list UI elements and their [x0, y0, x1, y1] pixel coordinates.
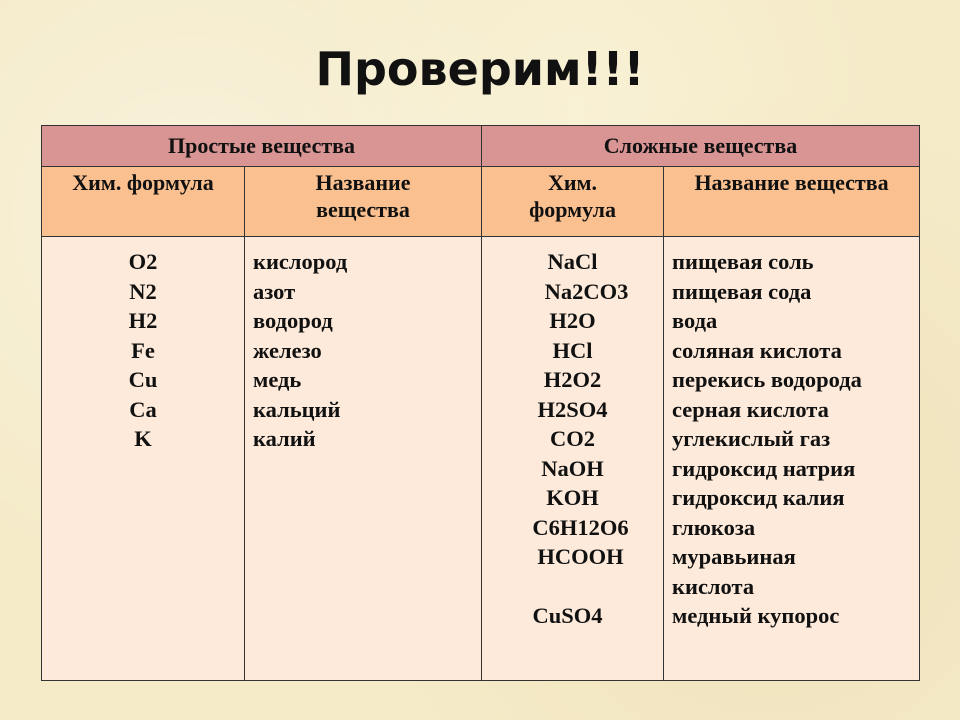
- formula-item: H2: [128, 308, 158, 333]
- page-title: Проверим!!!: [315, 42, 645, 96]
- name-item: медь: [253, 367, 302, 392]
- name-item: гидроксид натрия: [672, 455, 856, 481]
- formula-item: H2O: [549, 308, 596, 333]
- complex-names-cell: [664, 237, 920, 681]
- formula-item: H2SO4: [537, 396, 608, 422]
- formula-item: Na2CO3: [544, 278, 629, 304]
- formula-item: HCl: [552, 337, 593, 363]
- name-item: железо: [253, 337, 322, 363]
- name-item: серная кислота: [672, 396, 829, 422]
- formula-item: Ca: [129, 396, 157, 422]
- name-item: гидроксид калия: [672, 485, 845, 510]
- formula-item: Fe: [131, 337, 155, 363]
- header-simple-formula: Хим. формула: [42, 167, 245, 237]
- name-item: соляная кислота: [672, 337, 842, 363]
- formula-item: K: [134, 426, 152, 451]
- name-item: кислород: [253, 249, 348, 274]
- name-item: пищевая соль: [672, 249, 814, 274]
- name-item: азот: [253, 278, 296, 304]
- formula-item: HCOOH: [537, 544, 624, 569]
- formula-item: [482, 572, 663, 602]
- formula-item: NaOH: [541, 455, 604, 481]
- name-item: водород: [253, 308, 333, 333]
- simple-formulas-cell: [42, 237, 245, 681]
- header-complex-substances: Сложные вещества: [482, 126, 920, 167]
- formula-item: CO2: [550, 426, 596, 451]
- name-item: кислота: [672, 573, 755, 599]
- formula-item: KOH: [546, 485, 599, 510]
- name-item: углекислый газ: [672, 426, 831, 451]
- formula-item: N2: [129, 278, 157, 304]
- name-item: кальций: [253, 396, 341, 422]
- name-item: медный купорос: [672, 603, 840, 628]
- formula-item: CuSO4: [532, 603, 603, 628]
- formula-item: C6H12O6: [532, 514, 629, 540]
- formula-item: Cu: [128, 367, 158, 392]
- header-complex-formula: Хим. формула: [482, 167, 664, 237]
- name-item: муравьиная: [672, 544, 796, 569]
- name-item: перекись водорода: [672, 367, 862, 392]
- name-item: калий: [253, 426, 316, 451]
- header-simple-substances: Простые вещества: [42, 126, 482, 167]
- name-item: пищевая сода: [672, 278, 812, 304]
- group-header-row: [42, 126, 920, 167]
- complex-formulas-cell: [482, 237, 664, 681]
- formula-item: H2O2: [543, 367, 602, 392]
- formula-item: O2: [128, 249, 158, 274]
- name-item: вода: [672, 308, 718, 333]
- name-item: глюкоза: [672, 514, 756, 540]
- sub-header-row: [42, 167, 920, 237]
- header-simple-name: Название вещества: [245, 167, 482, 237]
- data-row: [42, 237, 920, 681]
- header-complex-name: Название вещества: [664, 167, 920, 237]
- substances-table: [41, 125, 920, 681]
- formula-item: NaCl: [547, 249, 598, 274]
- simple-names-cell: [245, 237, 482, 681]
